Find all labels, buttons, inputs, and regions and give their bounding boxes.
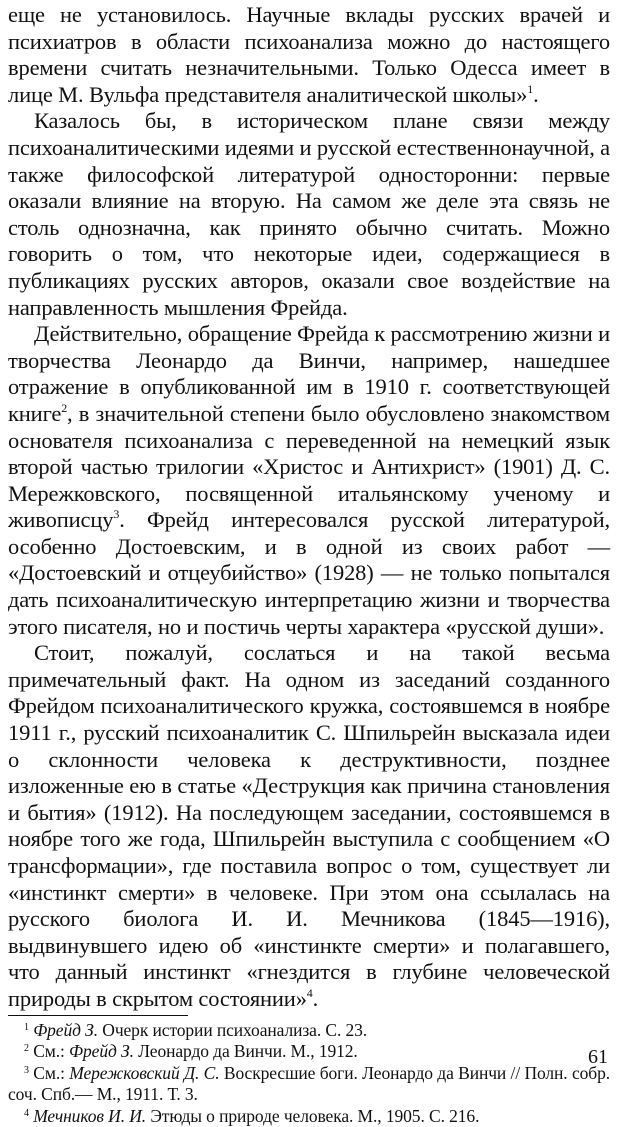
- footnotes: [8, 1020, 610, 1127]
- page-number: 61: [588, 1046, 608, 1068]
- paragraph-3: Действительно, обращение Фрейда к рассмотрению жизни и творчества Леонардо да Винчи, например, нашедшее отражение в опубликованной им в 1910 г. соответствующей книге$^2$, в значительной степени было обусловлено знакомством основателя психоанализа с переведенной на немецкий язык второй частью трилогии «Христос и Антихрист» (1901) Д. С. Мережковского, посвященной итальянскому ученому и живописцу$^3$. Фрейд интересовался русской литературой, особенно Достоевским, и в одной из своих работ — «Достоевский и отцеубийство» (1928) — не только попытался дать психоаналитическую интерпретацию жизни и творчества этого писателя, но и постичь черты характера «русской души».: [8, 321, 610, 639]
- footnote-ref-1[interactable]: 1: [527, 81, 534, 96]
- main-text: [8, 2, 610, 1013]
- footnote-author: Мережковский Д. С.: [69, 1062, 220, 1083]
- footnote-author: Мечников И. И.: [33, 1105, 147, 1126]
- footnote-divider: [8, 1015, 188, 1016]
- footnote-2: $^2$ См.: Фрейд З. Леонардо да Винчи. М., 1912.: [24, 1041, 358, 1062]
- footnote-1: $^1$ Фрейд З. Очерк истории психоанализа. С. 23.: [24, 1019, 368, 1040]
- paragraph-2: Казалось бы, в историческом плане связи между психоаналитическими идеями и русской естественнонаучной, а также философской литературой односторонни: первые оказали влияние на вторую. На самом же деле эта связь не столь однозначна, как принято обычно считать. Можно говорить о том, что некоторые идеи, содержащиеся в публикациях русских авторов, оказали свое воздействие на направленность мышления Фрейда.: [8, 108, 610, 320]
- paragraph-4: Стоит, пожалуй, сослаться и на такой весьма примечательный факт. На одном из заседаний созданного Фрейдом психоаналитического кружка, состоявшемся в ноябре 1911 г., русский психоаналитик С. Шпильрейн высказала идеи о склонности человека к деструктивности, позднее изложенные ею в статье «Деструкция как причина становления и бытия» (1912). На последующем заседании, состоявшемся в ноябре того же года, Шпильрейн выступила с сообщением «О трансформации», где поставила вопрос о том, существует ли «инстинкт смерти» в человеке. При этом она ссылалась на русского биолога И. И. Мечникова (1845—1916), выдвинувшего идею об «инстинкте смерти» и полагавшего, что данный инстинкт «гнездится в глубине человеческой природы в скрытом состоянии»$^4$.: [8, 640, 610, 1011]
- footnote-author: Фрейд З.: [33, 1019, 98, 1040]
- paragraph-1: еще не установилось. Научные вклады русских врачей и психиатров в области психоанализа можно до настоящего времени считать незначительными. Только Одесса имеет в лице М. Вульфа представителя аналитической школы»$^1$.: [8, 2, 610, 107]
- footnote-author: Фрейд З.: [69, 1041, 134, 1062]
- footnote-ref-2[interactable]: 2: [61, 400, 68, 415]
- footnote-ref-3[interactable]: 3: [113, 507, 120, 522]
- footnote-3: $^3$ См.: Мережковский Д. С. Воскресшие боги. Леонардо да Винчи // Полн. собр. соч. Спб.— М., 1911. Т. 3.: [8, 1062, 611, 1105]
- footnote-4: $^4$ Мечников И. И. Этюды о природе человека. М., 1905. С. 216.: [24, 1105, 480, 1126]
- footnote-ref-4[interactable]: 4: [306, 985, 313, 1000]
